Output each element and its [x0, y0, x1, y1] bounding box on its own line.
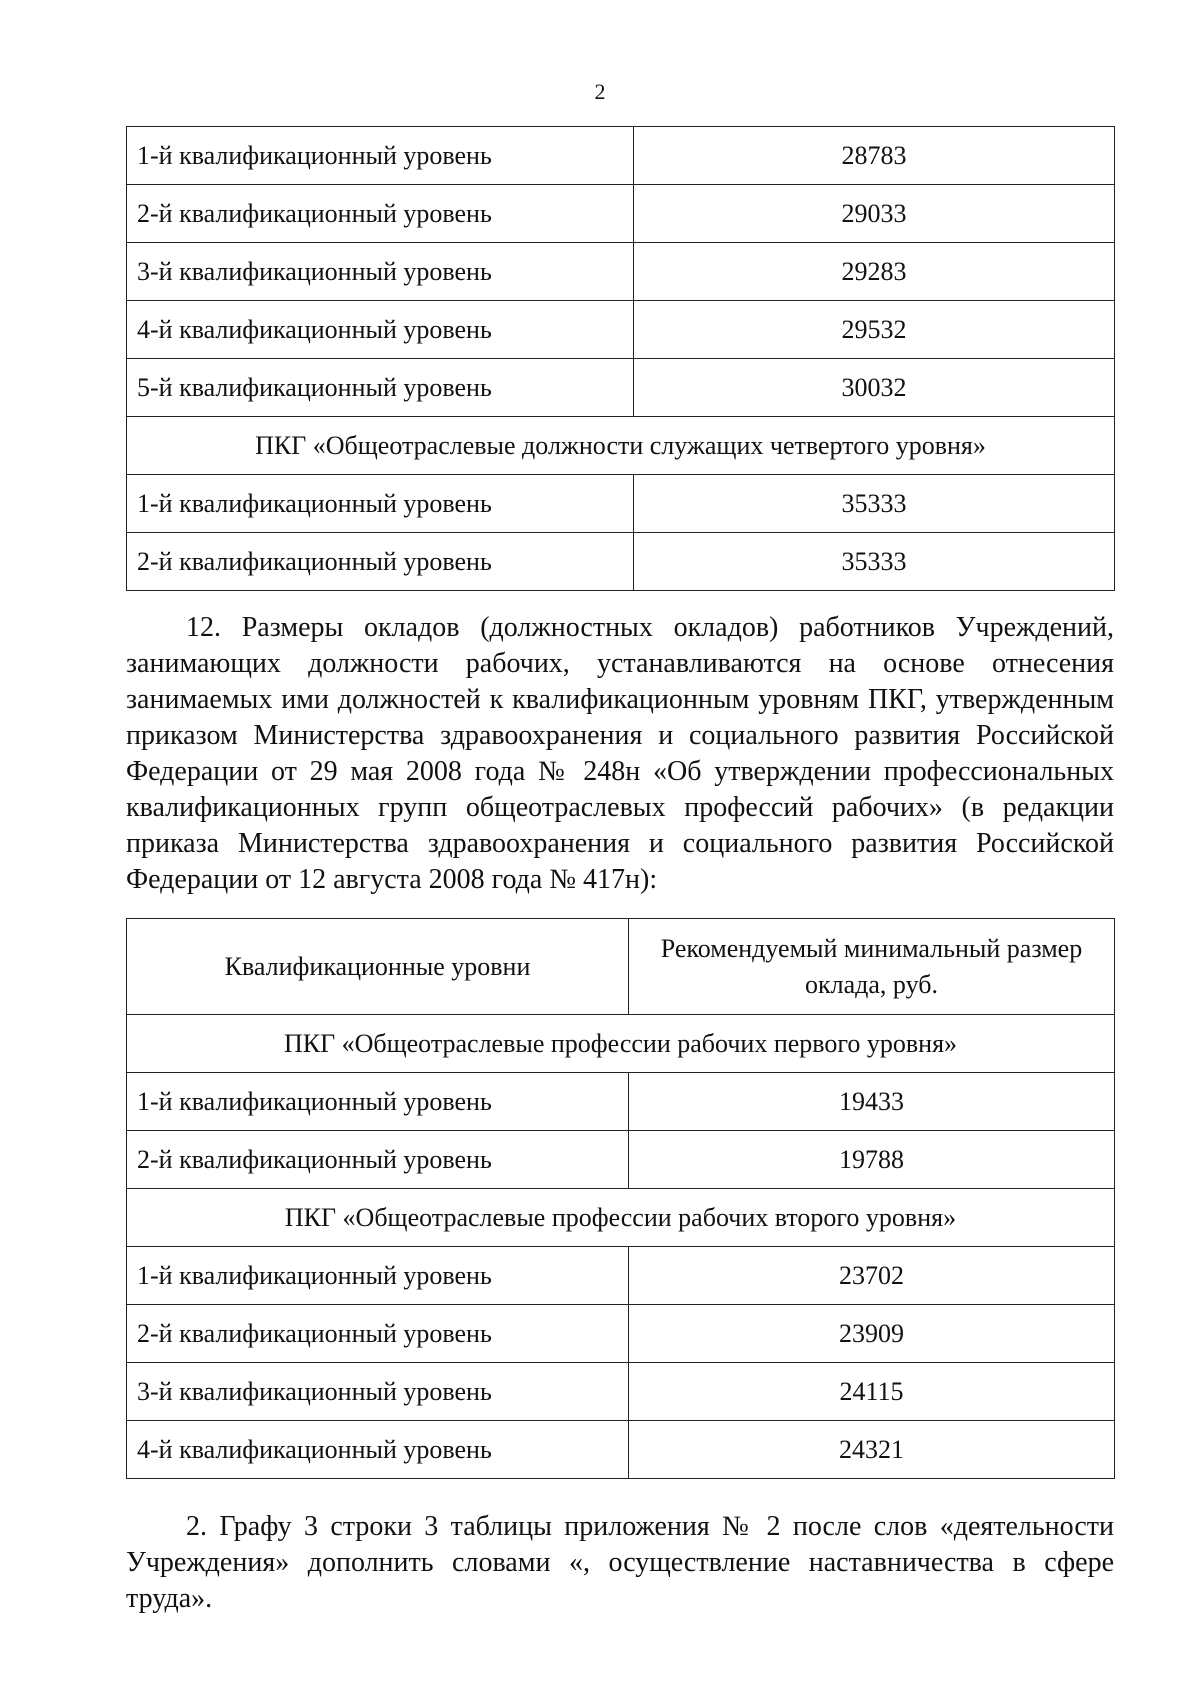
table-row — [127, 243, 1115, 301]
salary-value: 23909 — [629, 1305, 1115, 1363]
table-row — [127, 301, 1115, 359]
level-label: 2-й квалификационный уровень — [127, 1131, 629, 1189]
salary-value: 29033 — [634, 185, 1115, 243]
level-label: 5-й квалификационный уровень — [127, 359, 634, 417]
level-label: 1-й квалификационный уровень — [127, 1247, 629, 1305]
table-row — [127, 1305, 1115, 1363]
salary-value: 35333 — [634, 533, 1115, 591]
table-row — [127, 1247, 1115, 1305]
salary-value: 35333 — [634, 475, 1115, 533]
level-label: 4-й квалификационный уровень — [127, 301, 634, 359]
level-label: 2-й квалификационный уровень — [127, 533, 634, 591]
salary-value: 23702 — [629, 1247, 1115, 1305]
salary-table-workers — [126, 918, 1115, 1479]
table-row — [127, 127, 1115, 185]
table-header-row — [127, 919, 1115, 1015]
table-row — [127, 1421, 1115, 1479]
level-label: 3-й квалификационный уровень — [127, 1363, 629, 1421]
level-label: 2-й квалификационный уровень — [127, 185, 634, 243]
salary-value: 30032 — [634, 359, 1115, 417]
table-row — [127, 359, 1115, 417]
level-label: 1-й квалификационный уровень — [127, 127, 634, 185]
column-header-salary: Рекомендуемый минимальный размер оклада, руб. — [629, 919, 1115, 1015]
level-label: 1-й квалификационный уровень — [127, 475, 634, 533]
group-row — [127, 1015, 1115, 1073]
salary-value: 24321 — [629, 1421, 1115, 1479]
table-row — [127, 1073, 1115, 1131]
table-row — [127, 475, 1115, 533]
salary-value: 19788 — [629, 1131, 1115, 1189]
group-row — [127, 1189, 1115, 1247]
group-row — [127, 417, 1115, 475]
paragraph-12: 12. Размеры окладов (должностных окладов) работников Учреждений, занимающих должности рабочих, устанавливаются на основе отнесения занимаемых ими должностей к квалификационным уровням ПКГ, утвержденным приказом Министерства здравоохранения и социального развития Российской Федерации от 29 мая 2008 года № 248н «Об утверждении профессиональных квалификационных групп общеотраслевых профессий рабочих» (в редакции приказа Министерства здравоохранения и социального развития Российской Федерации от 12 августа 2008 года № 417н): — [126, 612, 1114, 895]
level-label: 3-й квалификационный уровень — [127, 243, 634, 301]
salary-value: 24115 — [629, 1363, 1115, 1421]
salary-value: 19433 — [629, 1073, 1115, 1131]
column-header-levels: Квалификационные уровни — [127, 919, 629, 1015]
group-heading: ПКГ «Общеотраслевые профессии рабочих первого уровня» — [127, 1015, 1115, 1073]
paragraph-2: 2. Графу 3 строки 3 таблицы приложения № 2 после слов «деятельности Учреждения» дополнить словами «, осуществление наставничества в сфере труда». — [126, 1511, 1114, 1614]
salary-value: 29532 — [634, 301, 1115, 359]
table-row — [127, 1363, 1115, 1421]
level-label: 2-й квалификационный уровень — [127, 1305, 629, 1363]
salary-table-employees — [126, 126, 1115, 591]
level-label: 1-й квалификационный уровень — [127, 1073, 629, 1131]
table-row — [127, 1131, 1115, 1189]
group-heading: ПКГ «Общеотраслевые должности служащих четвертого уровня» — [127, 417, 1115, 475]
salary-value: 28783 — [634, 127, 1115, 185]
table-row — [127, 185, 1115, 243]
level-label: 4-й квалификационный уровень — [127, 1421, 629, 1479]
salary-value: 29283 — [634, 243, 1115, 301]
page-number: 2 — [594, 79, 606, 104]
group-heading: ПКГ «Общеотраслевые профессии рабочих второго уровня» — [127, 1189, 1115, 1247]
table-row — [127, 533, 1115, 591]
